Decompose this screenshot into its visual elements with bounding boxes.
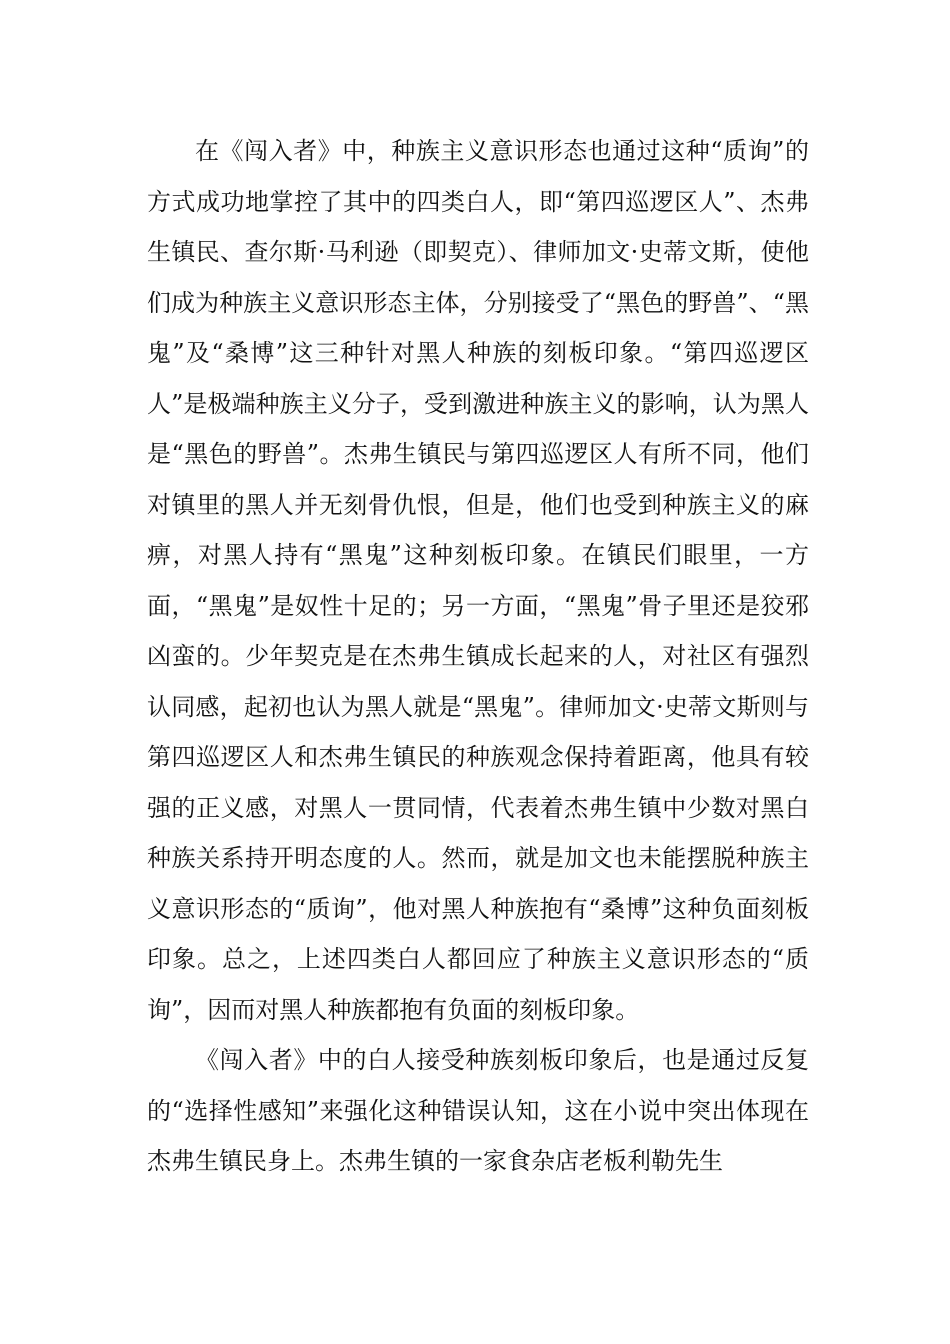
paragraph-1: 在《闯入者》中，种族主义意识形态也通过这种“质询”的方式成功地掌控了其中的四类白人，即“第四巡逻区人”、杰弗生镇民、查尔斯·马利逊（即契克）、律师加文·史蒂文斯，使他们成为种族主义意识形态主体，分别接受了“黑色的野兽”、“黑鬼”及“桑博”这三种针对黑人种族的刻板印象。“第四巡逻区人”是极端种族主义分子，受到激进种族主义的影响，认为黑人是“黑色的野兽”。杰弗生镇民与第四巡逻区人有所不同，他们对镇里的黑人并无刻骨仇恨，但是，他们也受到种族主义的麻痹，对黑人持有“黑鬼”这种刻板印象。在镇民们眼里，一方面，“黑鬼”是奴性十足的；另一方面，“黑鬼”骨子里还是狡邪凶蛮的。少年契克是在杰弗生镇成长起来的人，对社区有强烈认同感，起初也认为黑人就是“黑鬼”。律师加文·史蒂文斯则与第四巡逻区人和杰弗生镇民的种族观念保持着距离，他具有较强的正义感，对黑人一贯同情，代表着杰弗生镇中少数对黑白种族关系持开明态度的人。然而，就是加文也未能摆脱种族主义意识形态的“质询”，他对黑人种族抱有“桑博”这种负面刻板印象。总之，上述四类白人都回应了种族主义意识形态的“质询”，因而对黑人种族都抱有负面的刻板印象。 bbox=[147, 137, 809, 1024]
paragraph-2: 《闯入者》中的白人接受种族刻板印象后，也是通过反复的“选择性感知”来强化这种错误认知，这在小说中突出体现在杰弗生镇民身上。杰弗生镇的一家食杂店老板利勒先生 bbox=[147, 1046, 809, 1175]
body-text bbox=[147, 126, 809, 1187]
